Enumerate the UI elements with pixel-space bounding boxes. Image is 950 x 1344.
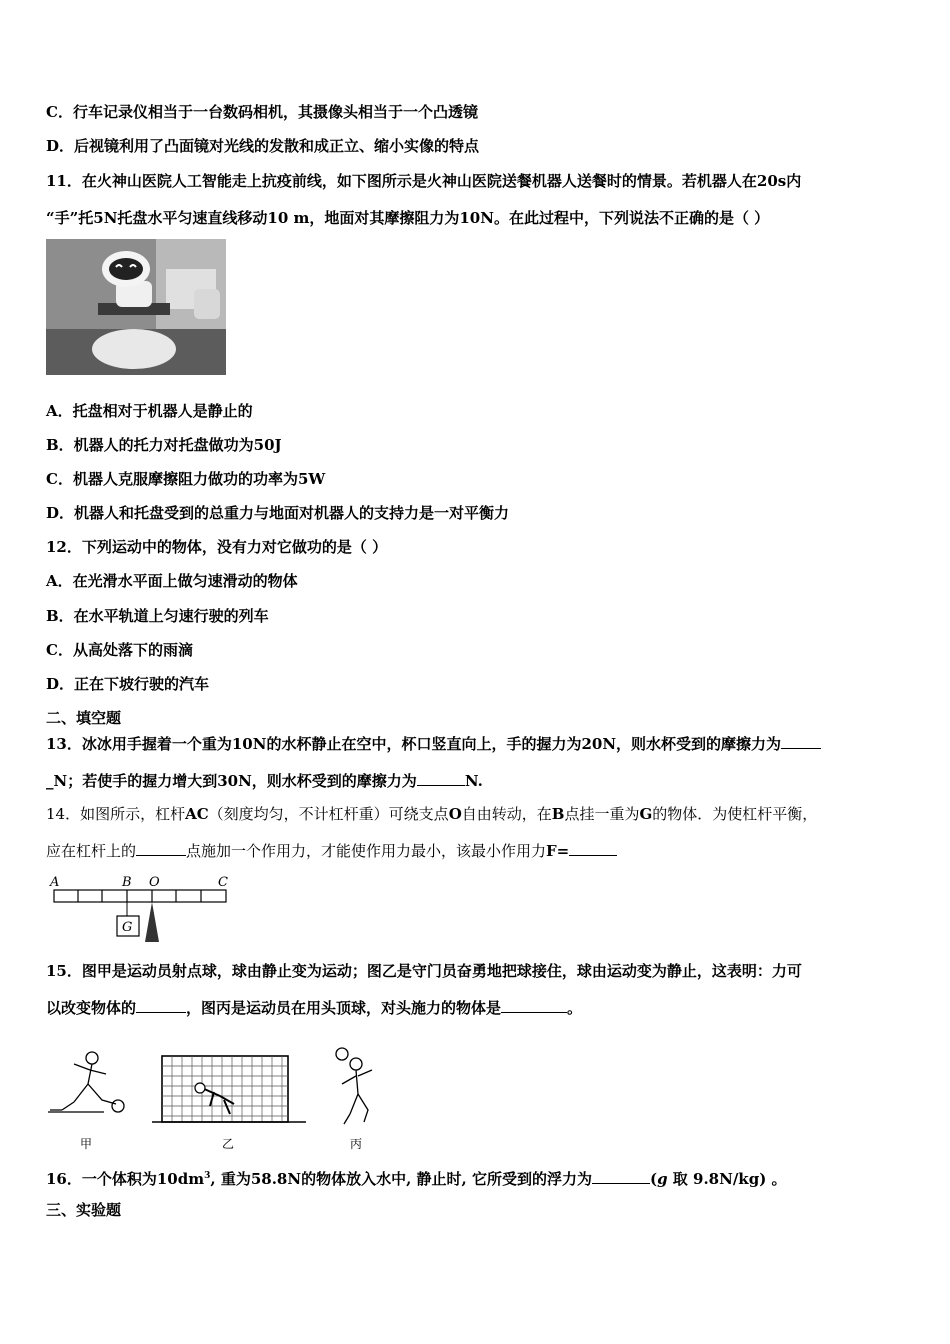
section-heading-fill-blank: 二、填空题 [46, 709, 122, 727]
q13-stem-line2b: N. [464, 772, 483, 790]
q12-option-c: C．从高处落下的雨滴 [46, 641, 193, 659]
lever-label-a: A [50, 875, 60, 890]
q13-stem-line1: 13．冰冰用手握着一个重为10N的水杯静止在空中，杯口竖直向上，手的握力为20N，则水杯受到的摩擦力为 [46, 735, 782, 753]
lever-bar [54, 890, 226, 902]
caption-yi: 乙 [222, 1137, 235, 1151]
q14-text-1a: 14．如图所示，杠杆 [46, 805, 186, 823]
q14-line1 [46, 804, 817, 824]
q16-text-c: ( [649, 1170, 658, 1188]
ball-kick [112, 1100, 124, 1112]
lever-label-b: B [122, 875, 132, 890]
header-figure [336, 1048, 372, 1124]
lever-label-o: O [149, 875, 160, 890]
q14-text-1e: 自由转动，在 [461, 805, 552, 823]
q10-option-c: C．行车记录仪相当于一台数码相机，其摄像头相当于一个凸透镜 [46, 103, 478, 121]
q16-text-g: g [657, 1170, 668, 1188]
q14-line2 [46, 841, 617, 861]
q14-text-b: B [551, 805, 565, 823]
q15-blank-1[interactable] [136, 998, 186, 1013]
q11-stem-line1: 11．在火神山医院人工智能走上抗疫前线，如下图所示是火神山医院送餐机器人送餐时的情景。若机器人在20s内 [46, 172, 802, 190]
q14-text-f: F= [546, 842, 570, 860]
q11-option-c: C．机器人克服摩擦阻力做功的功率为5W [46, 470, 326, 488]
q14-text-o: O [448, 805, 462, 823]
q14-blank-2[interactable] [569, 841, 617, 856]
q13-stem-line2a: _N；若使手的握力增大到30N，则水杯受到的摩擦力为 [46, 772, 417, 790]
q14-blank-1[interactable] [136, 841, 186, 856]
weight-label-g: G [122, 920, 133, 935]
q15-blank-2[interactable] [501, 998, 567, 1013]
q14-text-ac: AC [185, 805, 209, 823]
q16-line [46, 1166, 787, 1189]
q15-text-2b: ，图丙是运动员在用头顶球，对头施力的物体是 [186, 999, 502, 1017]
q12-option-a: A．在光滑水平面上做匀速滑动的物体 [46, 572, 298, 590]
football-figures [44, 1044, 404, 1152]
q15-line2 [46, 998, 582, 1018]
q14-text-g: G [639, 805, 653, 823]
q14-text-2b: 点施加一个作用力，才能使作用力最小，该最小作用力 [186, 842, 547, 860]
q11-option-d: D．机器人和托盘受到的总重力与地面对机器人的支持力是一对平衡力 [46, 504, 510, 522]
q11-option-b: B．机器人的托力对托盘做功为50J [46, 436, 282, 454]
q14-text-1c: （刻度均匀，不计杠杆重）可绕支点 [208, 805, 449, 823]
q16-superscript: 3 [204, 1171, 211, 1181]
robot-photo [46, 239, 226, 375]
q14-text-2a: 应在杠杆上的 [46, 842, 137, 860]
lever-diagram [46, 874, 246, 946]
fulcrum [145, 902, 159, 942]
q15-text-2a: 以改变物体的 [46, 999, 137, 1017]
q12-stem: 12．下列运动中的物体，没有力对它做功的是（ ） [46, 538, 388, 556]
q14-text-1g: 点挂一重为 [564, 805, 640, 823]
q16-text-d: 取 9.8N/kg) 。 [667, 1170, 787, 1188]
caption-bing: 丙 [350, 1137, 363, 1151]
q13-blank-1[interactable] [781, 734, 821, 749]
q13-blank-2[interactable] [417, 771, 465, 786]
q12-option-d: D．正在下坡行驶的汽车 [46, 675, 210, 693]
q13-line2 [46, 771, 483, 791]
goal-figure [152, 1056, 306, 1122]
q15-text-2c: 。 [567, 999, 583, 1017]
q10-option-d: D．后视镜利用了凸面镜对光线的发散和成正立、缩小实像的特点 [46, 137, 480, 155]
q12-option-b: B．在水平轨道上匀速行驶的列车 [46, 607, 269, 625]
q16-text-b: , 重为58.8N的物体放入水中, 静止时, 它所受到的浮力为 [210, 1170, 592, 1188]
lever-label-c: C [218, 875, 228, 890]
q15-stem-line1: 15．图甲是运动员射点球，球由静止变为运动；图乙是守门员奋勇地把球接住，球由运动变为静止，这表明：力可 [46, 962, 802, 980]
kicker-figure [48, 1052, 116, 1112]
q13-line1 [46, 734, 821, 754]
q16-blank[interactable] [592, 1169, 650, 1184]
caption-jia: 甲 [80, 1137, 93, 1151]
q11-stem-line2: “手”托5N托盘水平匀速直线移动10 m，地面对其摩擦阻力为10N。在此过程中，下列说法不正确的是（ ） [46, 209, 770, 227]
q11-option-a: A．托盘相对于机器人是静止的 [46, 402, 253, 420]
section-heading-experiment: 三、实验题 [46, 1201, 122, 1219]
q14-text-1i: 的物体．为使杠杆平衡， [652, 805, 818, 823]
q16-text-a: 16．一个体积为10dm [46, 1170, 205, 1188]
